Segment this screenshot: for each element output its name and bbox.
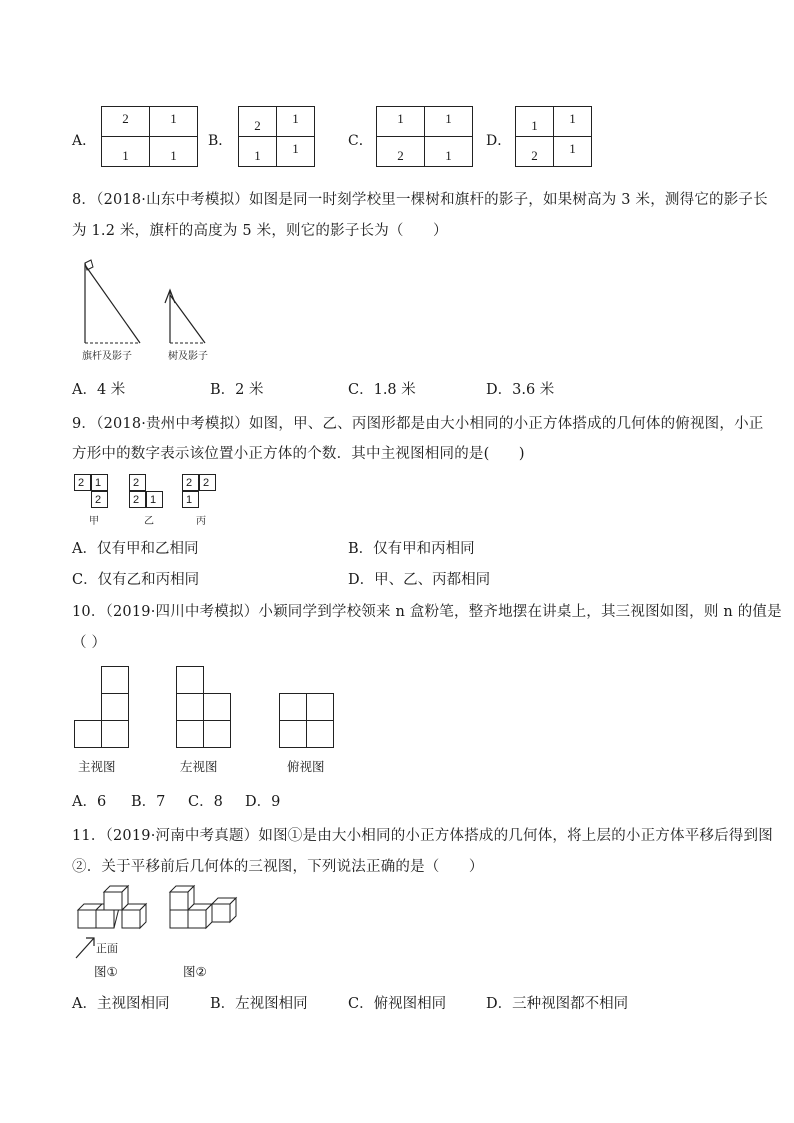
figure-2-cubes	[170, 886, 236, 928]
front-label: 正面	[96, 942, 118, 955]
top-view-caption: 俯视图	[287, 759, 325, 774]
grid-cell: 2	[122, 110, 129, 126]
view-square	[306, 693, 334, 721]
q9-caption-jia: 甲	[89, 516, 99, 527]
figure-1-cubes	[78, 886, 146, 928]
front-view-caption: 主视图	[78, 759, 116, 774]
front-arrow-icon	[76, 938, 94, 958]
q10-option-d[interactable]: D．9	[245, 794, 281, 810]
q9-option-b[interactable]: B．仅有甲和丙相同	[348, 541, 475, 557]
q7-option-a-grid	[101, 106, 198, 167]
grid-cell: 2	[182, 474, 199, 491]
q10-option-b[interactable]: B．7	[131, 794, 166, 810]
q11-text-line2: ②．关于平移前后几何体的三视图，下列说法正确的是（ ）	[72, 859, 484, 875]
q9-caption-yi: 乙	[144, 516, 154, 527]
grid-cell: 1	[254, 147, 261, 163]
q9-text-line2: 方形中的数字表示该位置小正方体的个数．其中主视图相同的是( )	[72, 446, 525, 462]
q8-option-a[interactable]: A．4 米	[72, 382, 126, 398]
view-square	[306, 720, 334, 748]
q7-option-c-label[interactable]: C．	[348, 133, 373, 149]
grid-cell: 1	[445, 110, 452, 126]
grid-cell: 1	[292, 110, 299, 126]
q10-text-line1: 10．（2019·四川中考模拟）小颖同学到学校领来 n 盒粉笔，整齐地摆在讲桌上，其三视图如图，则 n 的值是	[72, 604, 782, 620]
q9-option-d[interactable]: D．甲、乙、丙都相同	[348, 572, 491, 588]
grid-cell: 1	[182, 491, 199, 508]
q7-option-d-grid	[515, 106, 592, 167]
q9-option-c[interactable]: C．仅有乙和丙相同	[72, 572, 200, 588]
q10-text-line2: （ ）	[72, 635, 107, 651]
flag-sun-ray-line	[85, 265, 140, 343]
q11-option-b[interactable]: B．左视图相同	[210, 996, 308, 1012]
grid-cell: 1	[397, 110, 404, 126]
q9-caption-bing: 丙	[196, 516, 206, 527]
q10-option-c[interactable]: C．8	[188, 794, 223, 810]
view-square	[101, 666, 129, 694]
view-square	[203, 693, 231, 721]
grid-cell: 1	[292, 140, 299, 156]
view-square	[101, 693, 129, 721]
grid-cell: 1	[569, 110, 576, 126]
q11-option-a[interactable]: A．主视图相同	[72, 996, 170, 1012]
grid-cell: 1	[170, 147, 177, 163]
q7-option-b-grid	[238, 106, 315, 167]
grid-cell: 1	[170, 110, 177, 126]
grid-cell: 2	[74, 474, 91, 491]
flag-caption: 旗杆及影子	[82, 351, 132, 362]
grid-cell: 2	[254, 117, 261, 133]
flag-icon	[85, 260, 93, 270]
view-square	[279, 720, 307, 748]
tree-caption: 树及影子	[168, 351, 208, 362]
grid-cell: 2	[129, 474, 146, 491]
q7-option-d-label[interactable]: D．	[486, 133, 512, 149]
view-square	[101, 720, 129, 748]
grid-cell: 1	[146, 491, 163, 508]
grid-cell: 1	[91, 474, 108, 491]
q9-option-a[interactable]: A．仅有甲和乙相同	[72, 541, 199, 557]
q11-option-c[interactable]: C．俯视图相同	[348, 996, 447, 1012]
grid-cell: 2	[397, 147, 404, 163]
view-square	[74, 720, 102, 748]
q8-option-b[interactable]: B．2 米	[210, 382, 264, 398]
view-square	[176, 720, 204, 748]
grid-cell: 1	[445, 147, 452, 163]
q11-text-line1: 11．（2019·河南中考真题）如图①是由大小相同的小正方体搭成的几何体，将上层的小正方体平移后得到图	[72, 828, 773, 844]
fig1-caption: 图①	[94, 964, 118, 979]
tree-sun-ray-line	[170, 295, 205, 343]
q8-option-d[interactable]: D．3.6 米	[486, 382, 555, 398]
view-square	[203, 720, 231, 748]
q9-text-line1: 9．（2018·贵州中考模拟）如图，甲、乙、丙图形都是由大小相同的小正方体搭成的几何体的俯视图，小正	[72, 416, 764, 432]
grid-cell: 2	[199, 474, 216, 491]
view-square	[176, 693, 204, 721]
grid-cell: 1	[122, 147, 129, 163]
fig2-caption: 图②	[183, 964, 207, 979]
q7-option-a-label[interactable]: A．	[72, 133, 97, 149]
q7-option-b-label[interactable]: B．	[208, 133, 233, 149]
q8-text-line2: 为 1.2 米，旗杆的高度为 5 米，则它的影子长为（ ）	[72, 223, 448, 239]
grid-cell: 2	[91, 491, 108, 508]
grid-cell: 1	[531, 117, 538, 133]
grid-cell: 1	[569, 140, 576, 156]
grid-cell: 2	[531, 147, 538, 163]
q8-option-c[interactable]: C．1.8 米	[348, 382, 416, 398]
left-view-caption: 左视图	[180, 759, 218, 774]
view-square	[176, 666, 204, 694]
q7-option-c-grid	[376, 106, 473, 167]
q10-option-a[interactable]: A．6	[72, 794, 107, 810]
grid-cell: 2	[129, 491, 146, 508]
q11-option-d[interactable]: D．三种视图都不相同	[486, 996, 629, 1012]
view-square	[279, 693, 307, 721]
q8-text-line1: 8．（2018·山东中考模拟）如图是同一时刻学校里一棵树和旗杆的影子，如果树高为 3 米，测得它的影子长	[72, 192, 768, 208]
